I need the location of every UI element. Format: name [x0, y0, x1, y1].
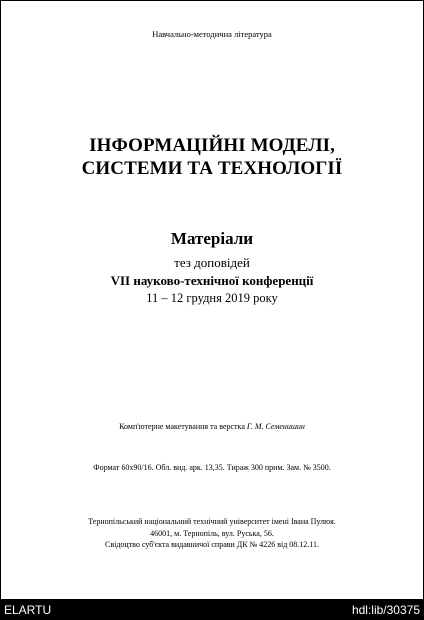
title-line-1: ІНФОРМАЦІЙНІ МОДЕЛІ, — [89, 135, 335, 156]
conference-dates: 11 – 12 грудня 2019 року — [146, 291, 278, 305]
layout-credit-name: Г. М. Семенишин — [246, 422, 305, 431]
series-label: Навчально-методична література — [152, 29, 272, 39]
layout-credit-label: Комп'ютерне макетування та верстка — [119, 422, 245, 431]
handle-link[interactable]: hdl:lib/30375 — [351, 603, 420, 617]
repository-bar — [0, 599, 424, 620]
document-title — [1, 134, 423, 180]
publisher-line-1: Тернопільський національний технічний університет імені Івана Пулюя. — [88, 517, 336, 526]
materials-heading: Матеріали — [170, 229, 254, 248]
title-line-2: СИСТЕМИ ТА ТЕХНОЛОГІЇ — [81, 158, 343, 179]
document-page — [1, 1, 423, 599]
layout-credit — [1, 422, 423, 431]
print-format-line: Формат 60х90/16. Обл. вид. арк. 13,35. Тираж 300 прим. Зам. № 3500. — [93, 463, 331, 472]
publisher-info — [1, 516, 423, 551]
subtitle-abstracts: тез доповідей — [174, 255, 250, 270]
publisher-line-2: 46001, м. Тернопіль, вул. Руська, 56. — [150, 528, 274, 538]
repository-name: ELARTU — [4, 603, 52, 617]
subtitle-conference: VII науково-технічної конференції — [110, 273, 314, 288]
publisher-line-3: Свідоцтво суб'єкта видавничої справи ДК № 4226 від 08.12.11. — [104, 540, 320, 549]
